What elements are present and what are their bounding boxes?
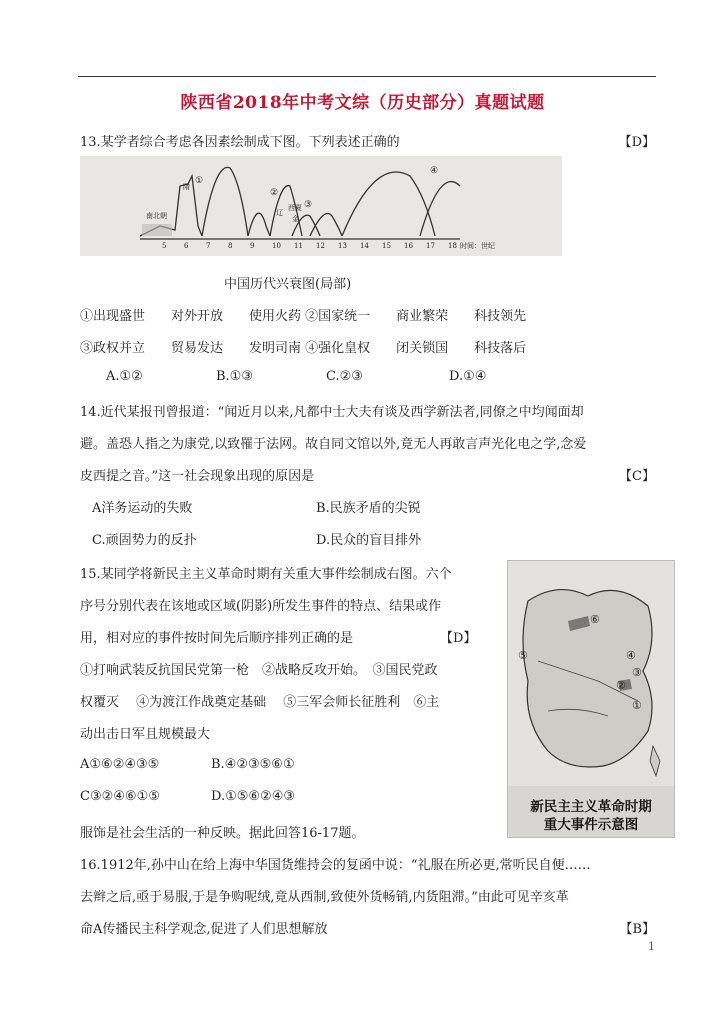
map-mark-4: ④ [626, 649, 636, 662]
q14-option-a: A洋务运动的失败 [92, 501, 193, 516]
q13-option-d: D.①④ [449, 369, 487, 384]
map-caption-line1: 新民主主义革命时期 [530, 799, 652, 815]
q16-line2: 去辫之后,亟于易服,于是争购呢绒,竟从西制,致使外货畅销,内货阻滞。”由此可见辛亥革 [80, 890, 569, 905]
label-xixia: 西夏 [288, 204, 302, 212]
q16-line3: 命A传播民主科学观念,促进了人们思想解放 [80, 922, 328, 937]
q15-line3: 用，相对应的事件按时间先后顺序排列正确的是 [80, 631, 354, 646]
figure-caption: 中国历代兴衰图(局部) [224, 277, 352, 292]
q13-option-b: B.①③ [216, 369, 253, 384]
header-rule [78, 76, 656, 77]
q14-option-c: C.顽固势力的反扑 [92, 533, 197, 548]
q15-option-a: A①⑥②④③⑤ [80, 757, 160, 772]
q15-answer: 【D】 [440, 631, 477, 646]
map-mark-1: ① [632, 699, 642, 712]
q14-option-b: B.民族矛盾的尖锐 [316, 501, 421, 516]
q14-line3: 皮西提之音。”这一社会现象出现的原因是 [80, 469, 315, 484]
q14-answer: 【C】 [619, 469, 655, 484]
q16-line1: 16.1912年,孙中山在给上海中华国货维持会的复函中说：“礼服在所必更,常听民自便…… [80, 858, 591, 873]
intro-16-17: 服饰是社会生活的一种反映。据此回答16-17题。 [80, 826, 365, 841]
q15-option-d: D.①⑤⑥②④③ [211, 789, 296, 804]
q16-answer: 【B】 [619, 922, 655, 937]
q15-line4: ①打响武装反抗国民党第一枪 ②战略反攻开始。 ③国民党政 [80, 663, 438, 678]
q15-line6: 动出击日军且规模最大 [80, 727, 211, 742]
q13-line2: ③政权并立 贸易发达 发明司南 ④强化皇权 闭关锁国 科技落后 [80, 341, 527, 356]
label-sui: 隋 [183, 183, 190, 191]
circle-3: ③ [304, 200, 313, 210]
page-number: 1 [648, 940, 655, 953]
map-mark-5: ⑤ [518, 649, 528, 662]
label-nanbeichao: 南北朝 [146, 212, 167, 220]
q13-line1: ①出现盛世 对外开放 使用火药 ②国家统一 商业繁荣 科技领先 [80, 309, 527, 324]
label-liao: 辽 [276, 209, 283, 217]
revolution-map-image [507, 560, 675, 838]
label-x-axis: 时间：世纪 [460, 242, 495, 250]
q15-line1: 15.某同学将新民主主义革命时期有关重大事件绘制成右图。六个 [80, 567, 452, 582]
circle-1: ① [195, 176, 204, 186]
circle-4: ④ [430, 166, 439, 176]
q15-line5: 权覆灭 ④为渡江作战奠定基础 ⑤三军会师长征胜利 ⑥主 [80, 695, 440, 710]
q15-line2: 序号分别代表在该地或区域(阴影)所发生事件的特点、结果或作 [80, 599, 442, 614]
map-mark-6: ⑥ [590, 613, 600, 626]
label-jin: 金 [292, 215, 299, 223]
q15-option-c: C③②④⑥①⑤ [80, 789, 160, 804]
map-caption-line2: 重大事件示意图 [543, 817, 639, 833]
q14-option-d: D.民众的盲目排外 [316, 533, 422, 548]
rise-fall-chart-image: 南北朝 隋 辽 西夏 金 时间：世纪 ① ② ③ ④ 5 6 7 8 9 10 11 12 13 14 15 16 17 18 [80, 156, 562, 256]
q15-option-b: B.④②③⑤⑥① [211, 757, 295, 772]
circle-2: ② [270, 188, 279, 198]
q13-answer: 【D】 [618, 135, 655, 150]
q14-line2: 避。盖恐人指之为康党,以致罹于法网。故自同文馆以外,竟无人再敢言声光化电之学,念爱 [80, 437, 587, 452]
page-title: 陕西省2018年中考文综（历史部分）真题试题 [180, 93, 545, 113]
q13-option-a: A.①② [106, 369, 143, 384]
map-mark-3: ③ [632, 666, 642, 679]
q13-stem: 13.某学者综合考虑各因素绘制成下图。下列表述正确的 [80, 135, 400, 150]
map-mark-2: ② [616, 679, 626, 692]
q14-line1: 14.近代某报刊曾报道：“闻近月以来,凡都中士大夫有谈及西学新法者,同僚之中均闻面却 [80, 405, 584, 420]
q13-option-c: C.②③ [326, 369, 363, 384]
